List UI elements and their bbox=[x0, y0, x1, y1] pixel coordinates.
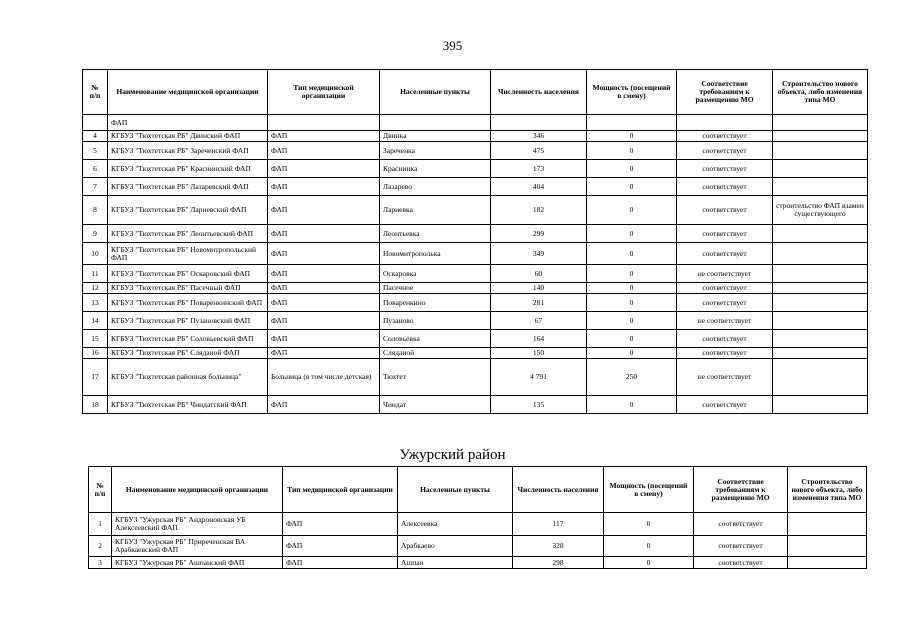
table-row bbox=[89, 536, 867, 557]
page-number: 395 bbox=[442, 38, 463, 53]
org-name-cell: КГБУЗ "Тюхтетская РБ" Леонтьевский ФАП bbox=[108, 225, 268, 243]
row-number: 5 bbox=[83, 142, 108, 160]
table-row bbox=[83, 348, 868, 359]
capacity-cell: 0 bbox=[587, 243, 677, 265]
capacity-cell: 0 bbox=[587, 396, 677, 414]
table-row bbox=[83, 265, 868, 283]
capacity-cell: 0 bbox=[604, 557, 694, 569]
construction-cell bbox=[773, 160, 868, 178]
population-cell: 173 bbox=[491, 160, 587, 178]
org-name-cell: КГБУЗ "Тюхтетская РБ" Ларневский ФАП bbox=[108, 196, 268, 225]
table-tyukhtet bbox=[82, 69, 868, 414]
table-header-row bbox=[83, 70, 868, 115]
org-type-cell: ФАП bbox=[268, 265, 380, 283]
compliance-cell: соответствует bbox=[677, 283, 773, 294]
row-number: 12 bbox=[83, 283, 108, 294]
continuation-row bbox=[83, 115, 868, 131]
population-cell: 135 bbox=[491, 396, 587, 414]
header-capacity: Мощность (посещений в смену) bbox=[587, 70, 677, 115]
capacity-cell: 0 bbox=[587, 178, 677, 196]
place-cell: Леонтьевка bbox=[380, 225, 491, 243]
header-num: № п/п bbox=[89, 467, 112, 513]
org-name-cell: КГБУЗ "Тюхтетская районная больница" bbox=[108, 359, 268, 396]
org-type-cell: ФАП bbox=[268, 196, 380, 225]
org-type-cell: ФАП bbox=[268, 243, 380, 265]
capacity-cell: 0 bbox=[587, 196, 677, 225]
org-name-cell: КГБУЗ "Ужурская РБ" Андроновская УБ Алексеевский ФАП bbox=[112, 513, 283, 536]
construction-cell bbox=[773, 330, 868, 348]
table-row bbox=[83, 312, 868, 330]
org-name-cell: КГБУЗ "Тюхтетская РБ" Чиндатский ФАП bbox=[108, 396, 268, 414]
compliance-cell: соответствует bbox=[677, 348, 773, 359]
construction-cell bbox=[773, 178, 868, 196]
construction-cell bbox=[773, 265, 868, 283]
population-cell: 140 bbox=[491, 283, 587, 294]
header-num: № п/п bbox=[83, 70, 108, 115]
place-cell: Оскаровка bbox=[380, 265, 491, 283]
place-cell: Пузаново bbox=[380, 312, 491, 330]
header-population: Численность населения bbox=[491, 70, 587, 115]
row-number: 7 bbox=[83, 178, 108, 196]
org-name-cell: КГБУЗ "Тюхтетская РБ" Оскаровский ФАП bbox=[108, 265, 268, 283]
header-compliance: Соответствие требованиям к размещению МО bbox=[694, 467, 788, 513]
row-number: 1 bbox=[89, 513, 112, 536]
row-number: 14 bbox=[83, 312, 108, 330]
table-row bbox=[83, 396, 868, 414]
org-name-cell: КГБУЗ "Тюхтетская РБ" Слядаиой ФАП bbox=[108, 348, 268, 359]
compliance-cell: соответствует bbox=[677, 196, 773, 225]
row-number: 15 bbox=[83, 330, 108, 348]
org-type-cell: ФАП bbox=[268, 294, 380, 312]
header-name: Наименование медицинской организации bbox=[112, 467, 283, 513]
population-cell: 475 bbox=[491, 142, 587, 160]
compliance-cell: соответствует bbox=[677, 396, 773, 414]
place-cell: Арабкаево bbox=[398, 536, 513, 557]
construction-cell bbox=[773, 283, 868, 294]
compliance-cell: не соответствует bbox=[677, 312, 773, 330]
population-cell: 182 bbox=[491, 196, 587, 225]
compliance-cell: соответствует bbox=[677, 330, 773, 348]
table-row bbox=[83, 330, 868, 348]
population-cell: 281 bbox=[491, 294, 587, 312]
capacity-cell: 250 bbox=[587, 359, 677, 396]
org-type-cell: ФАП bbox=[268, 131, 380, 142]
population-cell: 60 bbox=[491, 265, 587, 283]
org-name-cell: КГБУЗ "Тюхтетская РБ" Двинский ФАП bbox=[108, 131, 268, 142]
compliance-cell: соответствует bbox=[694, 536, 788, 557]
org-name-cell: КГБУЗ "Тюхтетская РБ" Новомитропольский ФАП bbox=[108, 243, 268, 265]
construction-cell bbox=[773, 396, 868, 414]
compliance-cell: соответствует bbox=[694, 557, 788, 569]
capacity-cell: 0 bbox=[604, 513, 694, 536]
capacity-cell: 0 bbox=[587, 131, 677, 142]
org-name-cell: КГБУЗ "Тюхтетская РБ" Пасечный ФАП bbox=[108, 283, 268, 294]
population-cell: 328 bbox=[513, 536, 604, 557]
place-cell: Зареченка bbox=[380, 142, 491, 160]
header-places: Населенные пункты bbox=[398, 467, 513, 513]
header-construction: Строительство нового объекта, либо изменения типа МО bbox=[788, 467, 867, 513]
compliance-cell: соответствует bbox=[677, 178, 773, 196]
population-cell: 67 bbox=[491, 312, 587, 330]
compliance-cell: соответствует bbox=[694, 513, 788, 536]
table-row bbox=[83, 294, 868, 312]
place-cell: Ларневка bbox=[380, 196, 491, 225]
construction-cell: строительство ФАП взамен существующего bbox=[773, 196, 868, 225]
table-row bbox=[83, 142, 868, 160]
header-compliance: Соответствие требованиям к размещению МО bbox=[677, 70, 773, 115]
construction-cell bbox=[788, 513, 867, 536]
capacity-cell: 0 bbox=[587, 142, 677, 160]
construction-cell bbox=[788, 536, 867, 557]
place-cell: Пасечное bbox=[380, 283, 491, 294]
place-cell: Ашпан bbox=[398, 557, 513, 569]
place-cell: Двинка bbox=[380, 131, 491, 142]
place-cell: Тюхтет bbox=[380, 359, 491, 396]
table-row bbox=[83, 131, 868, 142]
construction-cell bbox=[773, 225, 868, 243]
population-cell: 404 bbox=[491, 178, 587, 196]
org-name-cell: КГБУЗ "Тюхтетская РБ" Зареченский ФАП bbox=[108, 142, 268, 160]
org-type-cell: ФАП bbox=[283, 557, 398, 569]
capacity-cell: 0 bbox=[587, 330, 677, 348]
compliance-cell: соответствует bbox=[677, 225, 773, 243]
row-number: 16 bbox=[83, 348, 108, 359]
compliance-cell: соответствует bbox=[677, 243, 773, 265]
table-row bbox=[83, 243, 868, 265]
capacity-cell: 0 bbox=[587, 265, 677, 283]
table-row bbox=[89, 557, 867, 569]
row-number: 9 bbox=[83, 225, 108, 243]
compliance-cell: соответствует bbox=[677, 294, 773, 312]
org-type-cell: ФАП bbox=[268, 225, 380, 243]
capacity-cell: 0 bbox=[604, 536, 694, 557]
header-capacity: Мощность (посещений в смену) bbox=[604, 467, 694, 513]
section-title: Ужурский район bbox=[399, 447, 506, 463]
org-type-cell: ФАП bbox=[268, 312, 380, 330]
population-cell: 4 791 bbox=[491, 359, 587, 396]
compliance-cell: соответствует bbox=[677, 131, 773, 142]
construction-cell bbox=[773, 359, 868, 396]
population-cell: 298 bbox=[513, 557, 604, 569]
org-name-cell: КГБУЗ "Ужурская РБ" Приреченская ВА Арабкаевский ФАП bbox=[112, 536, 283, 557]
row-number: 18 bbox=[83, 396, 108, 414]
org-name-cell: КГБУЗ "Тюхтетская РБ" Соловьевский ФАП bbox=[108, 330, 268, 348]
population-cell: 150 bbox=[491, 348, 587, 359]
org-type-cell: ФАП bbox=[283, 536, 398, 557]
place-cell: Соловьевка bbox=[380, 330, 491, 348]
capacity-cell: 0 bbox=[587, 348, 677, 359]
org-type-cell: ФАП bbox=[268, 178, 380, 196]
header-name: Наименование медицинской организации bbox=[108, 70, 268, 115]
org-name-cell: КГБУЗ "Тюхтетская РБ" Лазаревский ФАП bbox=[108, 178, 268, 196]
row-number: 8 bbox=[83, 196, 108, 225]
row-number: 2 bbox=[89, 536, 112, 557]
table-row bbox=[83, 359, 868, 396]
header-places: Населенные пункты bbox=[380, 70, 491, 115]
place-cell: Лазарево bbox=[380, 178, 491, 196]
construction-cell bbox=[773, 131, 868, 142]
construction-cell bbox=[773, 243, 868, 265]
population-cell: 349 bbox=[491, 243, 587, 265]
construction-cell bbox=[773, 348, 868, 359]
table-header-row bbox=[89, 467, 867, 513]
org-type-cell: ФАП bbox=[268, 396, 380, 414]
table-row bbox=[83, 225, 868, 243]
header-construction: Строительство нового объекта, либо изменения типа МО bbox=[773, 70, 868, 115]
org-type-cell: ФАП bbox=[268, 330, 380, 348]
table-row bbox=[83, 160, 868, 178]
place-cell: Краснинка bbox=[380, 160, 491, 178]
compliance-cell: не соответствует bbox=[677, 265, 773, 283]
continuation-label: ФАП bbox=[108, 115, 268, 131]
org-type-cell: Больница (в том числе детская) bbox=[268, 359, 380, 396]
construction-cell bbox=[773, 142, 868, 160]
table-row bbox=[83, 178, 868, 196]
place-cell: Слядаиой bbox=[380, 348, 491, 359]
org-type-cell: ФАП bbox=[268, 160, 380, 178]
org-type-cell: ФАП bbox=[268, 283, 380, 294]
org-name-cell: КГБУЗ "Тюхтетская РБ" Пузановский ФАП bbox=[108, 312, 268, 330]
table-row bbox=[89, 513, 867, 536]
compliance-cell: не соответствует bbox=[677, 359, 773, 396]
header-type: Тип медицинской организации bbox=[268, 70, 380, 115]
header-type: Тип медицинской организации bbox=[283, 467, 398, 513]
table-row bbox=[83, 196, 868, 225]
table-uzhur bbox=[88, 466, 867, 569]
org-type-cell: ФАП bbox=[268, 348, 380, 359]
row-number: 4 bbox=[83, 131, 108, 142]
row-number: 6 bbox=[83, 160, 108, 178]
org-name-cell: КГБУЗ "Тюхтетская РБ" Краснинский ФАП bbox=[108, 160, 268, 178]
population-cell: 299 bbox=[491, 225, 587, 243]
row-number: 17 bbox=[83, 359, 108, 396]
construction-cell bbox=[788, 557, 867, 569]
construction-cell bbox=[773, 294, 868, 312]
org-name-cell: КГБУЗ "Ужурская РБ" Ашпанский ФАП bbox=[112, 557, 283, 569]
place-cell: Поваренкино bbox=[380, 294, 491, 312]
row-number: 11 bbox=[83, 265, 108, 283]
construction-cell bbox=[773, 312, 868, 330]
capacity-cell: 0 bbox=[587, 283, 677, 294]
population-cell: 346 bbox=[491, 131, 587, 142]
org-type-cell: ФАП bbox=[268, 142, 380, 160]
place-cell: Чиндат bbox=[380, 396, 491, 414]
org-name-cell: КГБУЗ "Тюхтетская РБ" Поваренкинский ФАП bbox=[108, 294, 268, 312]
table-row bbox=[83, 283, 868, 294]
population-cell: 117 bbox=[513, 513, 604, 536]
capacity-cell: 0 bbox=[587, 160, 677, 178]
row-number: 13 bbox=[83, 294, 108, 312]
org-type-cell: ФАП bbox=[283, 513, 398, 536]
header-population: Численность населения bbox=[513, 467, 604, 513]
row-number: 3 bbox=[89, 557, 112, 569]
place-cell: Алексеевка bbox=[398, 513, 513, 536]
compliance-cell: соответствует bbox=[677, 142, 773, 160]
compliance-cell: соответствует bbox=[677, 160, 773, 178]
capacity-cell: 0 bbox=[587, 225, 677, 243]
population-cell: 164 bbox=[491, 330, 587, 348]
row-number: 10 bbox=[83, 243, 108, 265]
place-cell: Новомитрополька bbox=[380, 243, 491, 265]
capacity-cell: 0 bbox=[587, 312, 677, 330]
capacity-cell: 0 bbox=[587, 294, 677, 312]
